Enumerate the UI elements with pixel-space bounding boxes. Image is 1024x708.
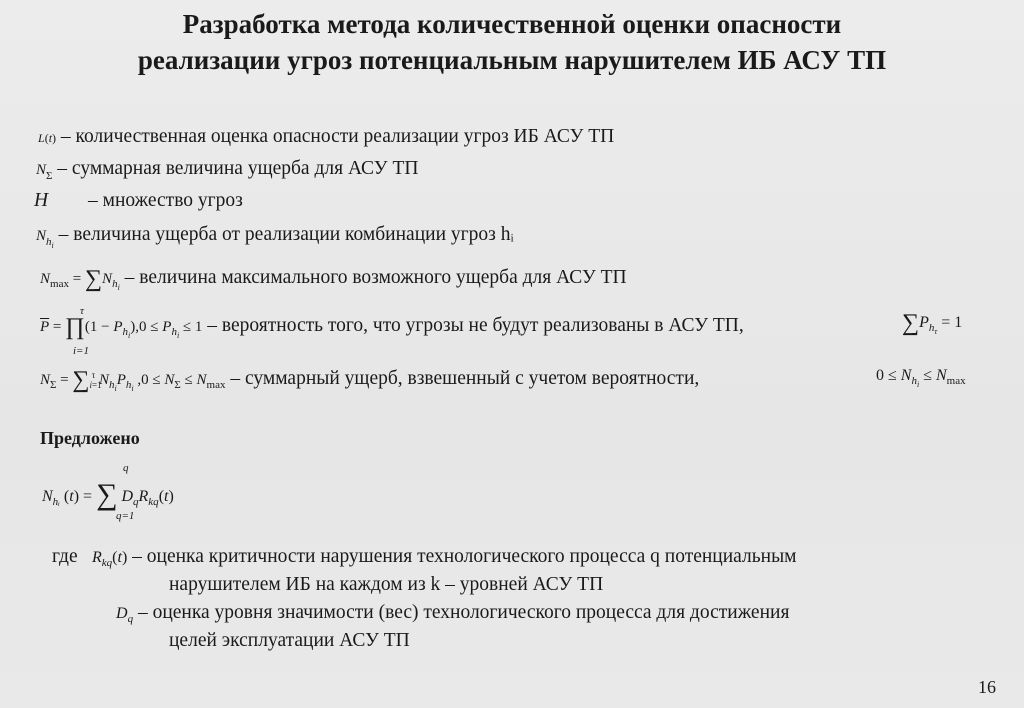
- formula-nsum: $N_\Sigma = \sum_{i=1}^\tau$ $N_{h_i}P_{h_i}$ $,0 \le N_\Sigma \le N_{max}$ – суммарный ущерб, взвешенный с учетом вероятности,: [40, 367, 700, 394]
- definition-nsum: $N_\Sigma$ – суммарная величина ущерба для АСУ ТП: [36, 158, 419, 182]
- formula-nsum-aside: $0 \le N_{h_i} \le N_{max}$: [876, 367, 966, 390]
- symbol-h: H: [34, 190, 49, 211]
- symbol-nsum: N: [36, 162, 47, 178]
- formula-nmax: $N_{max} = \sum N_{h_i}$ – величина максимального возможного ущерба для АСУ ТП: [40, 266, 627, 293]
- definition-nhi: $N_{h_i}$ – величина ущерба от реализации комбинации угроз hᵢ: [36, 224, 514, 251]
- formula-p-text: – вероятность того, что угрозы не будут реализованы в АСУ ТП,: [207, 315, 744, 336]
- where-item-dq-line2: целей эксплуатации АСУ ТП: [169, 630, 410, 651]
- title-line-2: реализации угроз потенциальным нарушителем ИБ АСУ ТП: [137, 45, 887, 75]
- definition-nhi-text: – величина ущерба от реализации комбинации угроз hᵢ: [58, 224, 514, 245]
- proposed-label: Предложено: [40, 428, 140, 448]
- formula-p-aside: $\sum P_{h_\tau} = 1$: [902, 310, 963, 337]
- title-line-1: Разработка метода количественной оценки опасности: [182, 9, 842, 39]
- slide-title: [0, 6, 1024, 78]
- formula-nsum-text: – суммарный ущерб, взвешенный с учетом вероятности,: [230, 368, 700, 389]
- definition-lt-text: – количественная оценка опасности реализации угроз ИБ АСУ ТП: [60, 126, 615, 147]
- where-item-dq: $D_q$ – оценка уровня значимости (вес) технологического процесса для достижения: [116, 602, 790, 626]
- where-item-rkq: $R_{kq}(t)$ – оценка критичности нарушения технологического процесса q потенциальным: [92, 546, 797, 570]
- symbol-lt: L: [38, 131, 45, 145]
- prod-upper-limit: τ: [80, 305, 84, 317]
- definition-h-text: – множество угроз: [88, 190, 243, 211]
- where-label: где: [52, 546, 78, 567]
- symbol-nhi: N: [36, 228, 47, 244]
- where-item-dq-line1: – оценка уровня значимости (вес) технологического процесса для достижения: [137, 602, 790, 623]
- definition-lt: L(t) – количественная оценка опасности реализации угроз ИБ АСУ ТП: [38, 126, 615, 147]
- where-item-rkq-line1: – оценка критичности нарушения технологического процесса q потенциальным: [132, 546, 797, 567]
- definition-h: [34, 190, 243, 212]
- formula-nmax-text: – величина максимального возможного ущерба для АСУ ТП: [124, 267, 627, 288]
- sum-lower-limit: q=1: [116, 510, 135, 522]
- main-formula: $N_{hᵢ}$ (t) = ∑ $D_qR_{kq}(t)$: [42, 478, 174, 511]
- slide-number: 16: [978, 677, 996, 697]
- formula-p: $\overline{P}$ = ∏(1 − $P_{h_i}),0 \le P_{h_i} \le 1$ – вероятность того, что угрозы не будут реализованы в АСУ ТП,: [40, 314, 744, 341]
- sum-upper-limit: q: [123, 462, 129, 474]
- prod-lower-limit: i=1: [73, 345, 89, 357]
- where-item-rkq-line2: нарушителем ИБ на каждом из k – уровней АСУ ТП: [169, 574, 604, 595]
- definition-nsum-text: – суммарная величина ущерба для АСУ ТП: [57, 158, 419, 179]
